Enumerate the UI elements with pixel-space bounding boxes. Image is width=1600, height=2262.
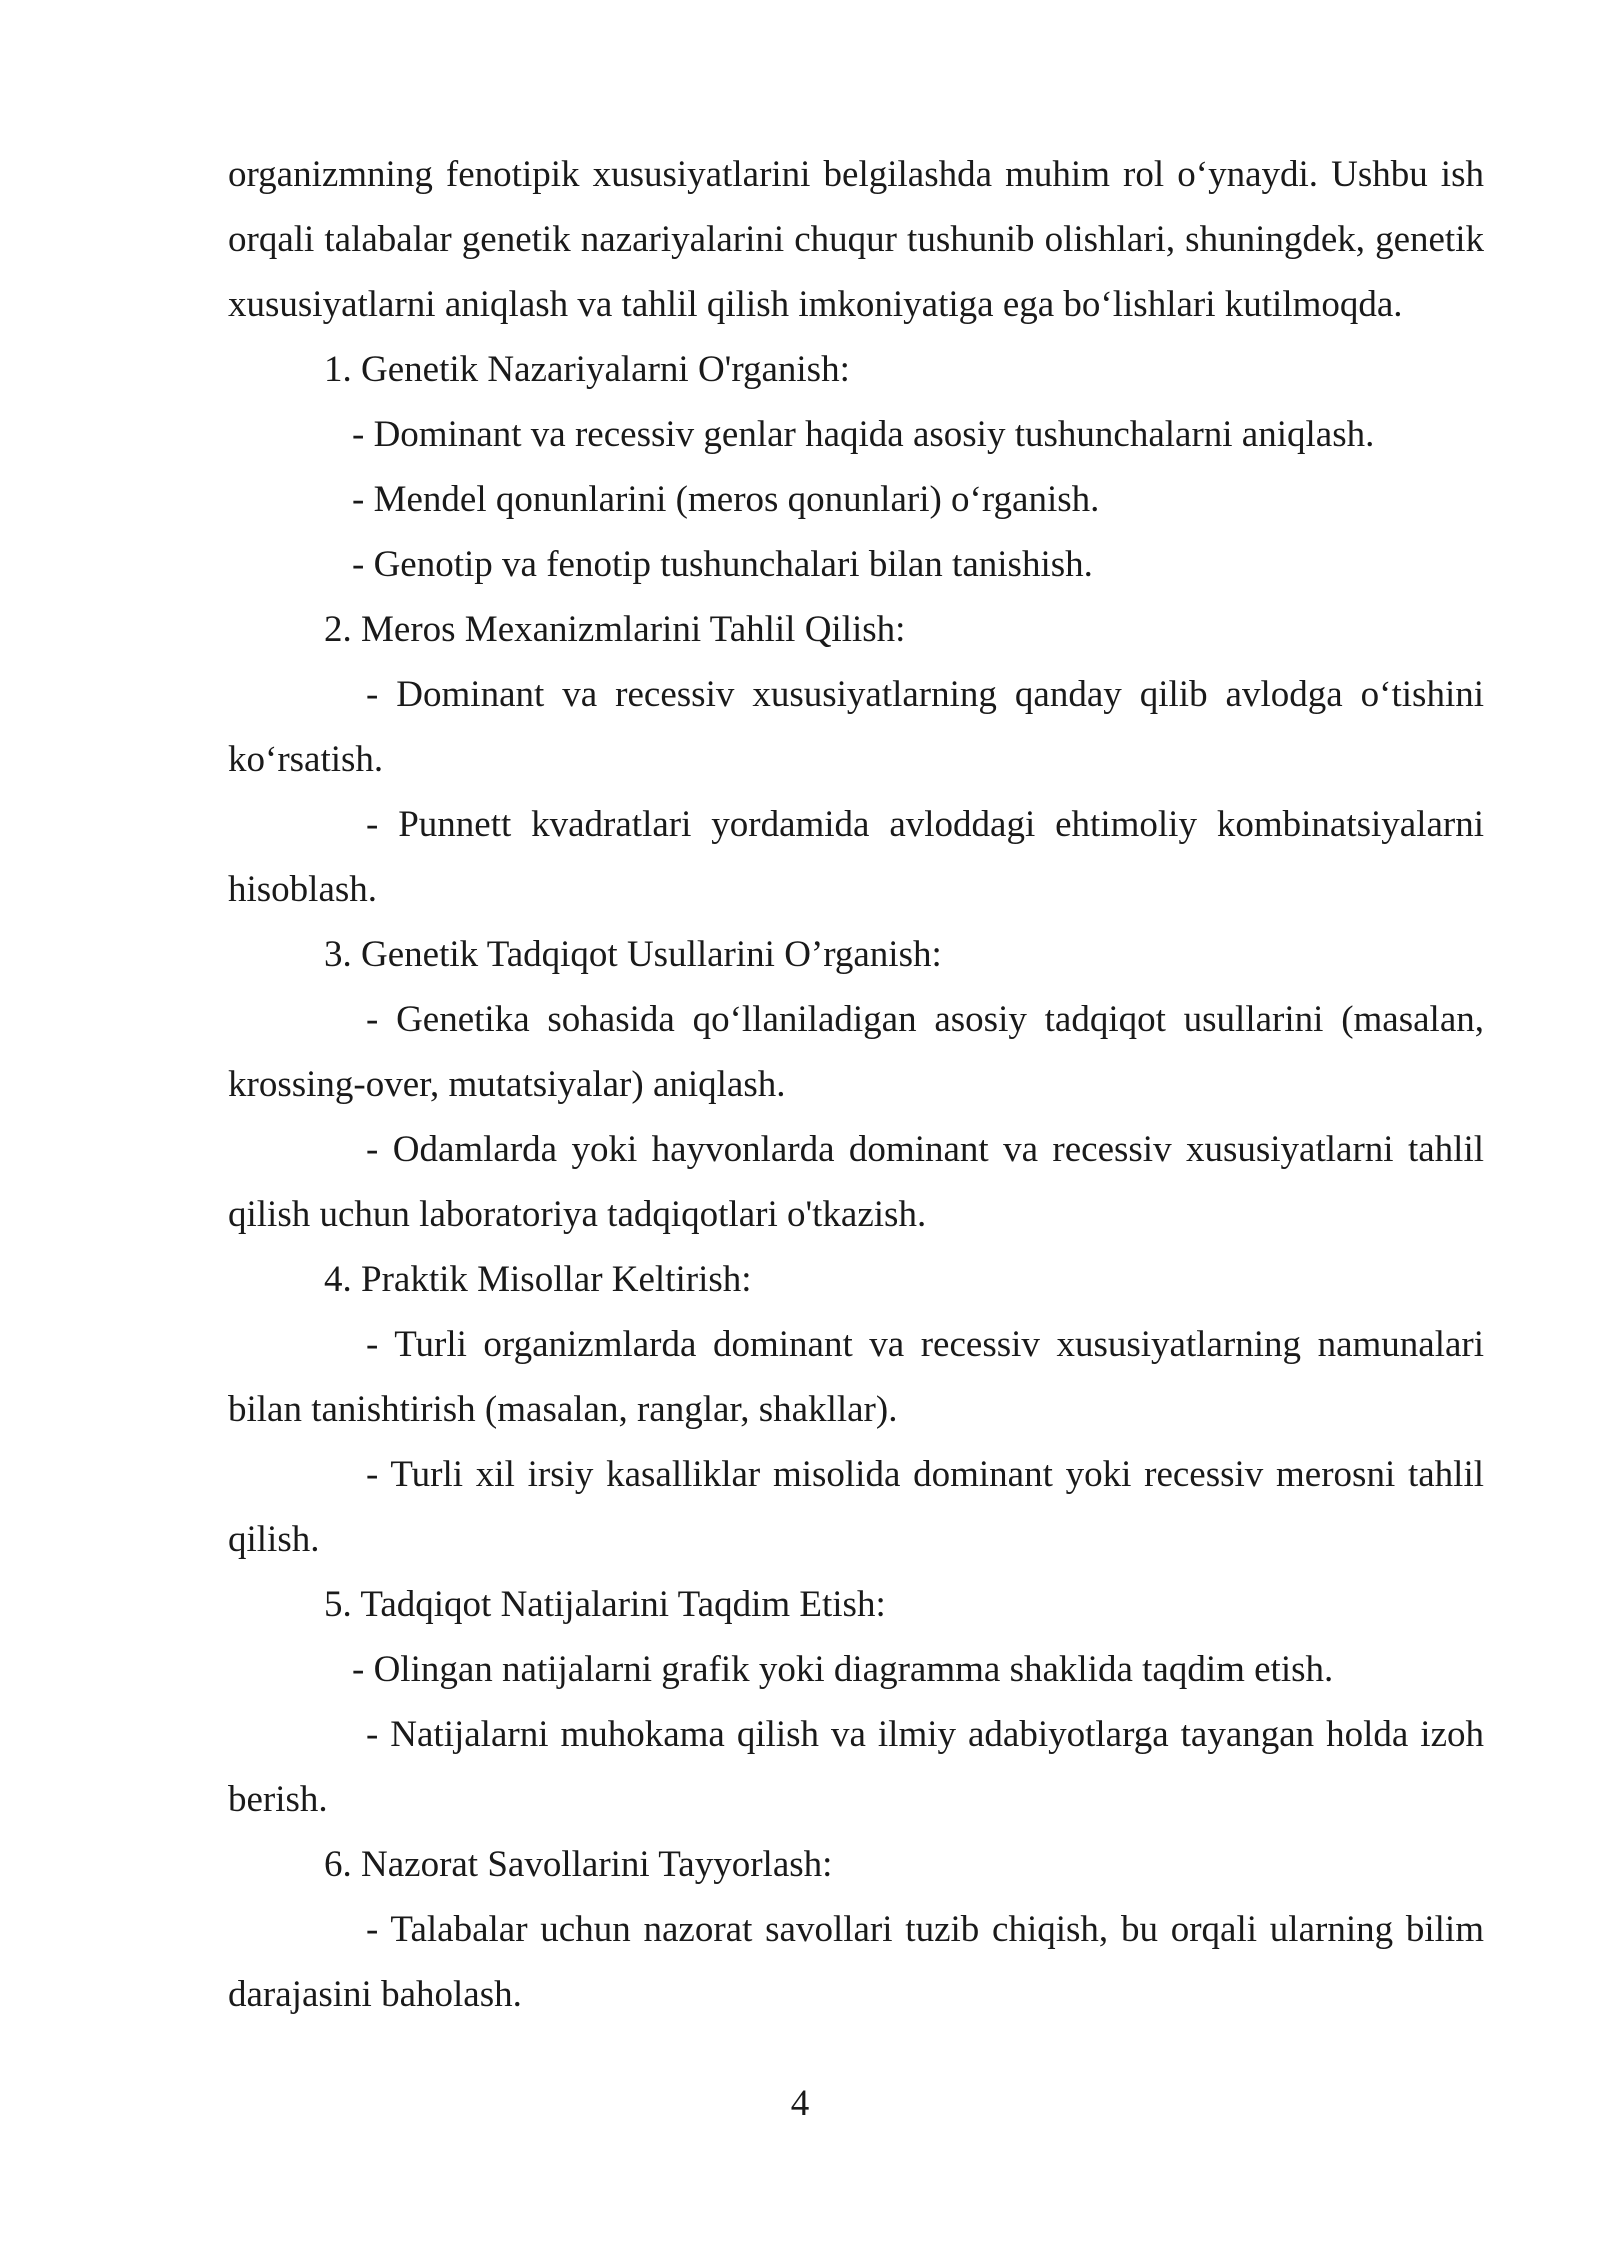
section-4-item-1: - Turli organizmlarda dominant va recessiv xususiyatlarning namunalari bilan tanishtirish (masalan, ranglar, shakllar). — [228, 1324, 1484, 1430]
section-3-item-1: - Genetika sohasida qo‘llaniladigan asosiy tadqiqot usullarini (masalan, krossing-over, mutatsiyalar) aniqlash. — [228, 999, 1484, 1105]
section-1-item-3: - Genotip va fenotip tushunchalari bilan tanishish. — [352, 544, 1093, 585]
intro-paragraph: organizmning fenotipik xususiyatlarini belgilashda muhim rol o‘ynaydi. Ushbu ish orqali talabalar genetik nazariyalarini chuqur tushunib olishlari, shuningdek, genetik xususiyatlarni aniqlash va tahlil qilish imkoniyatiga ega bo‘lishlari kutilmoqda. — [228, 154, 1484, 325]
section-heading-6: 6. Nazorat Savollarini Tayyorlash: — [324, 1844, 833, 1885]
section-6-item-1: - Talabalar uchun nazorat savollari tuzib chiqish, bu orqali ularning bilim darajasini baholash. — [228, 1909, 1484, 2015]
section-3-item-2: - Odamlarda yoki hayvonlarda dominant va recessiv xususiyatlarni tahlil qilish uchun laboratoriya tadqiqotlari o'tkazish. — [228, 1129, 1484, 1235]
section-1-item-1: - Dominant va recessiv genlar haqida asosiy tushunchalarni aniqlash. — [352, 414, 1375, 455]
section-heading-1: 1. Genetik Nazariyalarni O'rganish: — [324, 349, 850, 390]
section-2-item-1: - Dominant va recessiv xususiyatlarning qanday qilib avlodga o‘tishini ko‘rsatish. — [228, 674, 1484, 780]
page-body — [228, 142, 1484, 2027]
section-heading-4: 4. Praktik Misollar Keltirish: — [324, 1259, 752, 1300]
page-number: 4 — [790, 2083, 810, 2124]
section-2-item-2: - Punnett kvadratlari yordamida avloddagi ehtimoliy kombinatsiyalarni hisoblash. — [228, 804, 1484, 910]
section-heading-3: 3. Genetik Tadqiqot Usullarini O’rganish: — [324, 934, 942, 975]
section-5-item-1: - Olingan natijalarni grafik yoki diagramma shaklida taqdim etish. — [352, 1649, 1334, 1690]
section-5-item-2: - Natijalarni muhokama qilish va ilmiy adabiyotlarga tayangan holda izoh berish. — [228, 1714, 1484, 1820]
section-heading-2: 2. Meros Mexanizmlarini Tahlil Qilish: — [324, 609, 906, 650]
section-1-item-2: - Mendel qonunlarini (meros qonunlari) o‘rganish. — [352, 479, 1100, 520]
section-4-item-2: - Turli xil irsiy kasalliklar misolida dominant yoki recessiv merosni tahlil qilish. — [228, 1454, 1484, 1560]
section-heading-5: 5. Tadqiqot Natijalarini Taqdim Etish: — [324, 1584, 886, 1625]
